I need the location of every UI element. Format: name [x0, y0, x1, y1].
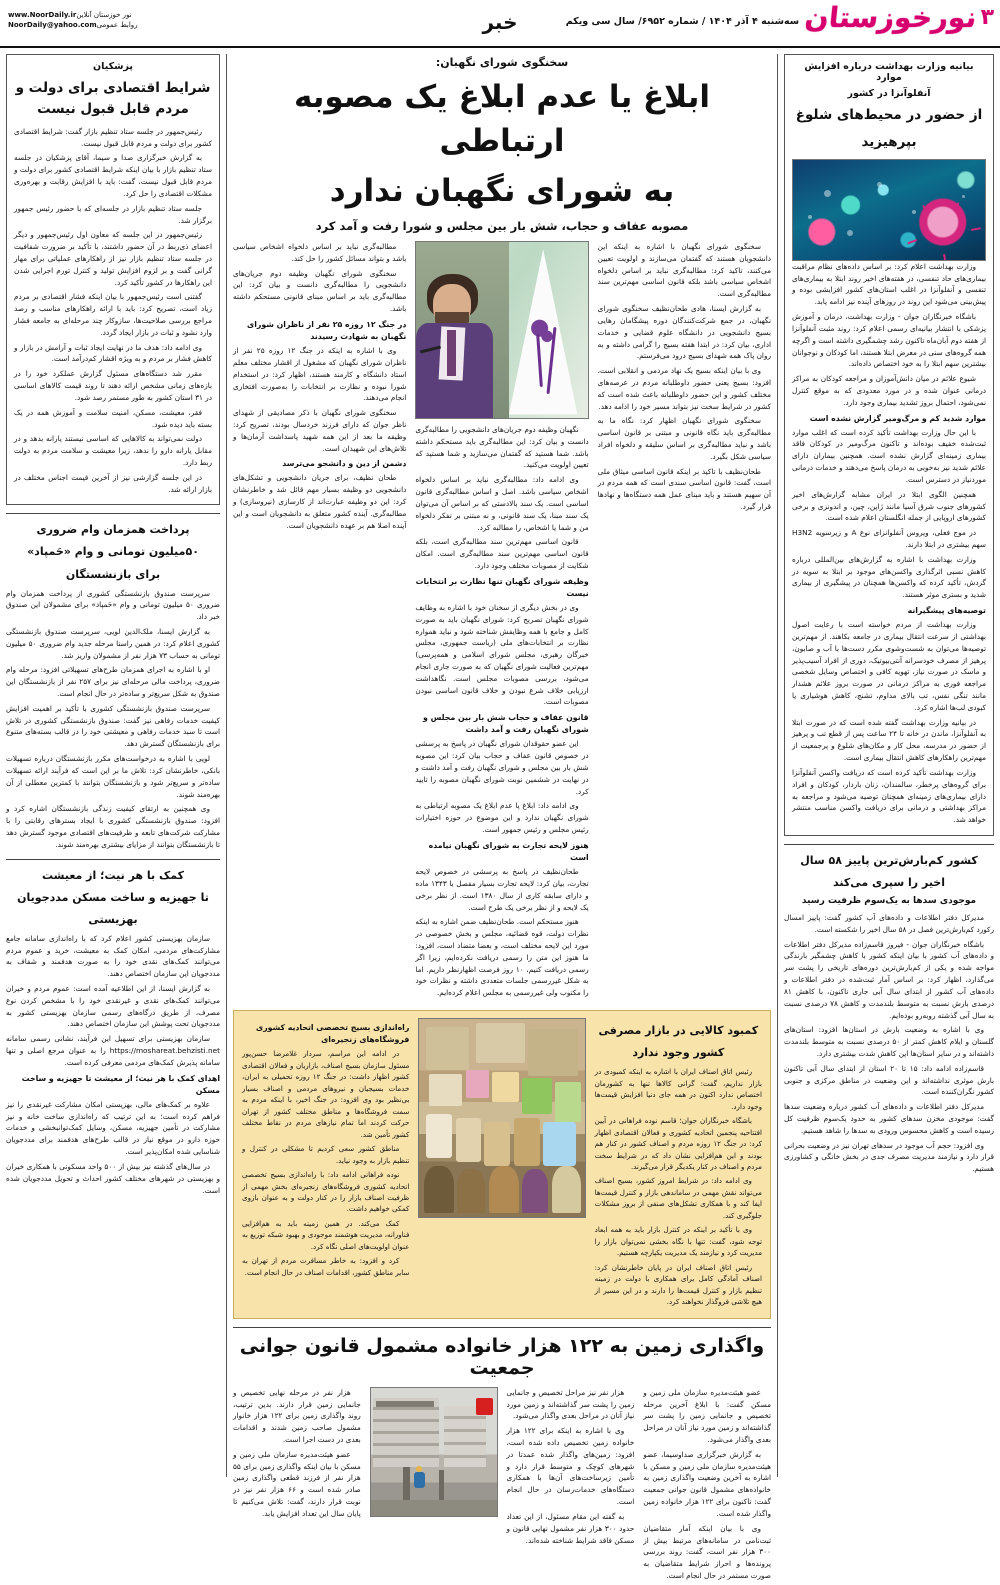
page-body [0, 48, 1000, 1580]
pezeshkian-body [14, 126, 212, 496]
water-body [784, 912, 994, 1175]
market-right-paragraph: رئیس اتاق اصناف ایران با اشاره به اینکه کمبودی در بازار نداریم، گفت: گرانی کالاها تنها به کشورمان اختصاص ندارد اکنون در همه جای دنیا افزایش قیمت‌ها وجود دارد. [594, 1067, 762, 1111]
spokesman-photo [415, 241, 588, 419]
water-headline-line2: اخیر را سپری می‌کند [832, 875, 946, 889]
water-article [784, 852, 994, 1175]
market-left-paragraph: کرد و افزود: به خاطر مسافرت مردم از تهران به سایر مناطق کشور، اقدامات اصناف در حال انجام است. [242, 1256, 410, 1277]
pezeshkian-paragraph: فقر، معیشت، مسکن، امنیت سلامت و آموزش همه در یک بسته باید دیده شود. [14, 407, 212, 429]
welfare-headline-line3: بهزیستی [88, 912, 138, 926]
land-2-paragraph: به گفته این مقام مسئول، از این تعداد حدود ۳۰۰ هزار نفر مشمول نهایی قانون و مسکن فاقد شرایط شناخته شده‌اند. [506, 1511, 635, 1545]
flu-paragraph: شیوع علائم در میان دانش‌آموزان و مراجعه کودکان به مراکز درمانی عنوان شده و در مورد معدودی که به موقع کنترل نمی‌شود، احتمال بروز تشدید بیماری وجود دارد. [792, 374, 986, 407]
construction-photo [370, 1387, 498, 1517]
main-right-paragraph: وی با بیان اینکه بسیج یک نهاد مردمی و انقلابی است، افزود: بسیج یعنی حضور داوطلبانه مردم در عرصه‌های مختلف کشور و این حضور داوطلبانه باعث شده است که کشور در شرایط سخت نیز بتواند مسیر خود را ادامه دهد. [597, 366, 771, 411]
main-left-subhead: در جنگ ۱۲ روزه ۲۵ نفر از ناظران شورای نگهبان به شهادت رسیدند [247, 319, 407, 341]
land-col-3 [233, 1387, 361, 1585]
issue-date-line: سه‌شنبه ۴ آذر ۱۴۰۴ / شماره ۶۹۵۲/ سال سی ویکم [565, 16, 800, 27]
market-left-paragraph: نوده فراهانی ادامه داد: با راه‌اندازی بسیج تخصصی اتحادیه کشوری فروشگاه‌های زنجیره‌ای بخش مهمی از ظرفیت اصناف بازار را در کنار دولت و به عنوان بازوی کمکی خواهیم داشت. [242, 1170, 410, 1214]
main-mid-paragraph: نگهبان وظیفه دوم جریان‌های دانشجویی را مطالبه‌گری دانست و بیان کرد: این مطالبه‌گری باید مستحکم داشته باشد. شما هستید که گفتمان می‌سازید و شما هستید که تعیین اولویت می‌کنید. [415, 425, 589, 470]
main-right-paragraph: طحان‌نظیف با تاکید بر اینکه قانون اساسی میثاق ملی است، گفت: قانون اساسی سندی است که همه مردم در آن سهیم هستند و باید مبنای عمل همه دستگاه‌ها و نهادها قرار گیرد. [597, 466, 771, 512]
column-rule-right [777, 54, 778, 1477]
masthead [0, 0, 1000, 48]
main-mid-paragraph: طحان‌نظیف در پاسخ به پرسشی در خصوص لایحه تجارت، بیان کرد: لایحه تجارت بسیار مفصل با ۱۳۴۳ ماده و دارای سابقه کاری از سال ۱۳۸۰ است. از نظر برخی یک لایحه و از نظر برخی یک طرح است. [415, 867, 589, 912]
bottom-divider [233, 1327, 771, 1328]
flu-body [792, 261, 986, 826]
land-col-2 [507, 1387, 635, 1585]
flu-paragraph: در بیانیه وزارت بهداشت گفته شده است که در صورت ابتلا به آنفلوآنزا، ماندن در خانه تا ۲۴ ساعت پس از قطع تب و پرهیز از حضور در مدرسه، محل کار و مکان‌های شلوغ و پرجمعیت از مهم‌ترین راهکارهای کاهش انتقال بیماری است. [792, 717, 986, 763]
pezeshkian-paragraph: جلسه ستاد تنظیم بازار در جلسه‌ای که با حضور رئیس جمهور برگزار شد. [14, 203, 212, 225]
market-right-paragraph: وی ادامه داد: در شرایط امروز کشور، بسیج اصناف می‌تواند نقش مهمی در ساماندهی بازار و کنترل قیمت‌ها ایفا کند و با همکاری تشکل‌های صنفی از بروز مشکلات جلوگیری کند. [594, 1176, 762, 1220]
land-headline: واگذاری زمین به ۱۲۲ هزار خانواده مشمول قانون جوانی جمعیت [239, 1334, 765, 1379]
welfare-body [6, 933, 220, 1197]
website-label: نور خوزستان آنلاین [76, 11, 132, 19]
pezeshkian-paragraph: در این جلسه گزارشی نیز از آخرین قیمت اجناس مختلف در بازار ارائه شد. [14, 472, 212, 494]
main-left-paragraph: وی با اشاره به اینکه در جنگ ۱۲ روزه ۲۵ نفر از ناظران شورای نگهبان که مشغول از اقشار مختلف معلم استاد دانشگاه و کارمند هستند، اظهار کرد: در استخدام شورا نبوده و نظارت بر انتخابات را به‌صورت افتخاری انجام می‌دهند. [233, 346, 407, 403]
land-1-paragraph: وی با بیان اینکه آمار متقاضیان ثبت‌نامی در سامانه‌های مرتبط بیش از ۳۰۰ هزار نفر است، گفت: روند بررسی پرونده‌ها و احراز شرایط متقاضیان به صورت مستمر در حال انجام است. [643, 1523, 771, 1580]
welfare-paragraph: سازمان بهزیستی کشور اعلام کرد که با راه‌اندازی سامانه جامع مشارکت‌های مردمی، امکان کمک به معیشت، خرید و عموم مردم می‌توانند کمک‌های نقدی خود را به صورت هدفمند و شفاف به مددجویان این سازمان اختصاص دهند. [6, 933, 220, 979]
pension-paragraph: سرپرست صندوق بازنشستگی کشوری با تأکید بر اهمیت افزایش کیفیت خدمات رفاهی نیز گفت: صندوق بازنشستگی کشوری در تلاش است تا سبد خدمات رفاهی و معیشتی خود را در قالب بسته‌های متنوع برای بازنشستگان گسترش دهد. [6, 703, 220, 749]
pension-paragraph: وی همچنین به ارتقای کیفیت زندگی بازنشستگان اشاره کرد و افزود: صندوق بازنشستگی کشوری با ایجاد بسترهای رقابتی را با مشارکت شرکت‌های تابعه و ظرفیت‌های اقتصادی موجود گسترش دهد تا بازنشستگان بتوانند از مزایای بیشتری بهره‌مند شوند. [6, 804, 220, 849]
left-divider-2 [6, 859, 220, 860]
pezeshkian-paragraph: مقرر شد دستگاه‌های مسئول گزارش عملکرد خود را در بازه‌های زمانی مشخص ارائه دهند تا روند قیمت کالاهای اساسی در ۳۱ استان کشور به طور مستمر رصد شود. [14, 369, 212, 402]
land-body-2 [507, 1387, 635, 1547]
market-left-paragraph: در ادامه این مراسم، سردار غلامرضا حسن‌پور مسئول سازمان بسیج اصناف، بازاریان و فعالان اقتصادی کشور اظهار داشت: در جنگ ۱۲ روزه تحمیلی به ایران، خدمات بسیجیان و نیروهای مردمی و اصناف بسیار بی‌نظیر بود وی افزود: در جنگ اخیر، با اینکه مردم به سمت فروشگاه‌ها و مناطق مختلف کشور از تهران حرکت کردند اما تمام نیازهای مردم در نقاط مختلف کشور تأمین شد. [242, 1049, 410, 1139]
land-1-paragraph: به گزارش خبرگزاری صداوسیما، عضو هیئت‌مدیره سازمان ملی زمین و مسکن با اشاره به آخرین وضعیت واگذاری زمین به خانواده‌های مشمول قانون جوانی جمعیت گفت: تاکنون برای ۱۲۲ هزار خانواده زمین واگذار شده است. [643, 1449, 771, 1518]
email-label: روابط عمومی [96, 21, 138, 30]
land-story [233, 1327, 771, 1585]
main-mid-subhead: قانون عفاف و حجاب شش بار بین مجلس و شورای نگهبان رفت و آمد داشت [423, 713, 589, 735]
water-paragraph: مدیرکل دفتر اطلاعات و داده‌های آب کشور درباره وضعیت سدها گفت: موجودی مخزن سدهای کشور به حدود یک‌سوم ظرفیت کل رسیده است و کاهش محسوس ورودی به سدها را شاهد هستیم. [784, 1102, 994, 1135]
pension-paragraph: سرپرست صندوق بازنشستگی کشوری از پرداخت همزمان وام ضروری ۵۰ میلیون تومانی و وام «حَمپاد» برای مشمولان این صندوق خبر داد. [6, 588, 220, 622]
flu-paragraph: وزارت بهداشت از مردم خواسته است با رعایت اصول بهداشتی از سرعت انتقال بیماری در جامعه بکاهند. از مهم‌ترین توصیه‌ها می‌توان به شست‌وشوی مکرر دست‌ها با آب و صابون، پرهیز از مصرف خودسرانه آنتی‌بیوتیک، دوری از افراد آسیب‌پذیر و ماسک در صورت نیاز، تهویه کافی و اختصاص وسایل شخصی مراجعه فوری به مراکز درمانی در صورت بروز علائم هشدار مانند تنگی نفس، تب بالای مداوم، تشنج، کاهش هوشیاری یا کبودی لب‌ها اشاره کرد. [792, 620, 986, 712]
virus-photo [792, 159, 986, 261]
pezeshkian-paragraph: گفتنی است رئیس‌جمهور با بیان اینکه فشار اقتصادی بر مردم زیاد است، تصریح کرد: باید با ارائه راهکارهای مناسب و رصد مراجع بررسی صلاحیت‌ها، سازوکار چند مرحله‌ای به جامعه فشار وارد نشود و ثبات در بازار ایجاد گردد. [14, 292, 212, 337]
water-headline-line1: کشور کم‌بارش‌ترین پاییز ۵۸ سال [800, 853, 978, 867]
pension-body [6, 588, 220, 851]
grocery-photo [418, 1018, 585, 1218]
pension-article [6, 521, 220, 850]
flu-paragraph: همچنین الگوی ابتلا در ایران مشابه گزارش‌های اخیر کشورهای جنوب شرق آسیا مانند ژاپن، چین، و اندونزی و برخی کشورهای اروپایی از جمله انگلستان اعلام شده است. [792, 489, 986, 523]
land-columns [233, 1387, 771, 1585]
right-column-divider [784, 844, 994, 845]
water-subhead: موجودی سدها به یک‌سوم ظرفیت رسید [801, 896, 977, 907]
flu-paragraph: وزارت بهداشت اعلام کرد: بر اساس داده‌های نظام مراقبت بیماری‌های حاد تنفسی، در هفته‌های اخیر روند ابتلا به بیماری‌های تنفسی و آنفلوآنزا در اغلب استان‌های کشور افزایشی بوده و پیش‌بینی می‌شود این روند در روزهای آینده نیز ادامه یابد. [792, 261, 986, 307]
main-kicker: سخنگوی شورای نگهبان: [435, 56, 569, 69]
water-paragraph: قاسم‌زاده ادامه داد: ۱۵ تا ۲۰ استان از ابتدای سال آبی تاکنون بارش موثری نداشته‌اند و این وضعیت در مناطق مرکزی و جنوبی کشور نگران‌کننده است. [784, 1063, 994, 1097]
page-number: ۳ [980, 5, 994, 30]
main-story-columns [233, 241, 771, 1002]
main-left-paragraph: طحان نظیف، برای جریان دانشجویی و تشکل‌های دانشجویی دو وظیفه بسیار مهم قائل شد و خاطرنشان کرد: این دو وظیفه عبارت‌اند از کارسازی (نیروسازی) و مطالبه‌گری. آینده کشور متعلق به دانشجویان است و این آینده اصلا هم بر عهده دانشجویان است. [233, 473, 407, 530]
flu-headline-line1: از حضور در محیط‌های شلوغ [795, 107, 983, 123]
main-left-paragraph: مطالبه‌گری نباید بر اساس دلخواه اشخاص سیاسی باشد و بتواند مسائل کشور را حل کند. [233, 242, 407, 263]
market-right-paragraph: رئیس اتاق اصناف ایران در پایان خاطرنشان کرد: اصناف آمادگی کامل برای همکاری با دولت در زمینه تنظیم بازار و کنترل قیمت‌ها را دارند و در این مسیر از هیچ تلاشی فروگذار نخواهند کرد. [594, 1262, 762, 1307]
water-paragraph: باشگاه خبرنگاران جوان - فیروز قاسم‌زاده مدیرکل دفتر اطلاعات و داده‌های آب کشور با بیان اینکه کشور با کاهش چشمگیر بارندگی مواجه شده و یکی از کم‌بارش‌ترین دوره‌های تاریخی را پشت سر می‌گذارد، اظهار کرد: بر اساس آمار ثبت‌شده در دفتر اطلاعات و داده‌های آب کشور از ابتدای سال آبی جاری تاکنون، با کاهش ۸۱ درصدی بارش نسبت به متوسط بلندمدت و کاهش ۷۸ درصدی نسبت به سال آبی گذشته روبه‌رو بوده‌ایم. [784, 939, 995, 1020]
pezeshkian-paragraph: وی ادامه داد: هدف ما در نهایت ایجاد ثبات و آرامش در بازار و کاهش فشار بر مردم و به ویژه اقشار کم‌درآمد است. [14, 342, 212, 364]
pezeshkian-paragraph: رئیس‌جمهور در جلسه ستاد تنظیم بازار گفت: شرایط اقتصادی کشور برای دولت و مردم قابل قبول نیست. [14, 126, 212, 148]
pension-headline-line2: ۵۰میلیون تومانی و وام «حَمپاد» [27, 545, 199, 559]
pezeshkian-paragraph: دولت نمی‌تواند به کالاهایی که اساسی نیستند یارانه بدهد و در مقابل یارانه دارو را ندهد، زیرا معیشت و سلامت مردم به دولت ربط دارد. [14, 434, 212, 467]
welfare-paragraph: علاوه بر کمک‌های مالی، بهزیستی امکان مشارکت غیرنقدی را نیز فراهم کرده است؛ به این ترتیب که راه‌اندازی ساخت خانه و نیز مشارکت در تأمین جهیزیه، مسکن، وسایل کمک‌توانبخشی و خدمات حوزه دارو در موقع نیاز در قالب طرح‌های هدفمند برای مددجویان شناسایی شده امکان‌پذیر است. [6, 1099, 220, 1157]
main-left-paragraph: سخنگوی شورای نگهبان وظیفه دوم جریان‌های دانشجویی را مطالبه‌گری دانست و بیان کرد: این مطالبه‌گری باید بر اساس مبنای قانونی مستحکم داشته باشد. [233, 268, 407, 314]
main-mid-paragraph: این عضو حقوقدان شورای نگهبان در پاسخ به پرسشی در خصوص قانون عفاف و حجاب بیان کرد: این مصوبه شش بار بین مجلس و شورای نگهبان رفت و آمد داشت و در نهایت در ششمین نوبت شورای نگهبان مصوبه را تایید کرد. [415, 739, 589, 796]
main-right-paragraph: سخنگوی شورای نگهبان با اشاره به اینکه این دانشجویان هستند که گفتمان می‌سازند و اولویت تعیین می‌کنند، تاکید کرد: مطالبه‌گری نباید بر اساس دلخواه اشخاص سیاسی باشد بلکه قانون اساسی مهم‌ترین سند مطالبه‌گری است. [597, 242, 771, 299]
welfare-article [6, 867, 220, 1197]
main-col-left [233, 241, 406, 1002]
main-mid-subhead: وظیفه شورای نگهبان تنها نظارت بر انتخابات نیست [415, 576, 589, 598]
main-mid-paragraph: قانون اساسی مهم‌ترین سند مطالبه‌گری است، بلکه قانون اساسی مهم‌ترین سند مطالبه‌گری است. امکان شکایت از مصوبات مختلف وجود دارد. [415, 537, 589, 570]
pension-paragraph: او با اشاره به اجرای همزمان طرح‌های تسهیلاتی افزود: مرحله وام ضروری، پرداخت مالی مرحله‌ای نیز برای ۲۵۷ نفر از بازنشستگان این صندوق به شکل سریع‌تر و ساده‌تر در حال انجام است. [6, 665, 220, 699]
pezeshkian-kicker: پزشکیان [93, 61, 133, 72]
main-mid-paragraph: وی در بخش دیگری از سخنان خود با اشاره به وظایف شورای نگهبان تصریح کرد: شورای نگهبان باید به صورت کامل و جامع با همه وظایفش شناخته شود و نباید همواره نظارت بر انتخابات‌های ملی (ریاست جمهوری، مجلس خبرگان رهبری، مجلس شورای اسلامی و همه‌پرسی) مهم‌ترین فعالیت شورای نگهبان که به صورت جاری انجام می‌شود، بررسی مصوبات مجلس است. نگاهداشت ارزیابی خلاف شرع نبودن و خلاف قانون اساسی نبودن مصوبات است. [415, 602, 589, 707]
email-address[interactable]: NoorDaily@yahoo.com [8, 21, 97, 30]
main-mid-subhead: هنوز لایحه تجارت به شورای نگهبان نیامده است [428, 840, 589, 862]
flu-paragraph: باشگاه خبرنگاران جوان - وزارت بهداشت، درمان و آموزش پزشکی با انتشار بیانیه‌ای رسمی اعلام کرد: روند مثبت آنفلوآنزا از هفته دوم آبان‌ماه تاکنون رشد چشمگیری داشته است و اگرچه همه گروه‌های سنی در معرض ابتلا هستند، اما کودکان و نوجوانان بیشترین سهم ابتلا را به خود اختصاص داده‌اند. [792, 312, 986, 369]
land-col-photo [370, 1387, 498, 1585]
land-1-paragraph: عضو هیئت‌مدیره سازمان ملی زمین و مسکن گفت: با ابلاغ آخرین مرحله تخصیص و جانمایی زمین را پشت سر گذاشته‌اند و زمین مورد نیاز آنان در مراحل بعدی واگذار می‌شود. [643, 1387, 771, 1445]
main-mid-body [415, 424, 588, 999]
pezeshkian-paragraph: به گزارش خبرگزاری صدا و سیما، آقای پزشکیان در جلسه ستاد تنظیم بازار با بیان اینکه شرایط اقتصادی کشور برای دولت و مردم قابل قبول نیست، گفت: باید با افزایش رقابت و بهره‌وری مشکلات اقتصادی را حل کرد. [14, 153, 212, 198]
middle-column [227, 48, 777, 1580]
water-paragraph: وی با اشاره به وضعیت بارش در استان‌ها افزود: استان‌های گلستان و ایلام کاهش کمتر از ۵۰ درصدی نسبت به متوسط بلندمدت داشته‌اند و در سایر استان‌ها این کاهش شدت بیشتری دارد. [784, 1025, 995, 1058]
section-title: خبر [482, 10, 518, 34]
market-headline-line1: کمبود کالایی در بازار مصرفی [598, 1024, 759, 1038]
land-2-paragraph: وی با اشاره به اینکه برای ۱۲۲ هزار خانواده زمین تخصیص داده شده است، افزود: زمین‌های واگذار شده عمدتا در شهرهای کوچک و متوسط قرار دارد و تأمین زیرساخت‌های آن‌ها با همکاری دستگاه‌های خدمات‌رسان در حال انجام است. [506, 1426, 635, 1507]
main-col-right [598, 241, 771, 1002]
flu-paragraph: در موج فعلی، ویروس آنفلوانزای نوع A و زیرسویه H3N2 سهم بیشتری در ابتلا دارند. [792, 528, 986, 549]
flu-paragraph: وزارت بهداشت با اشاره به گزارش‌های بین‌المللی درباره کاهش نسبی اثرگذاری واکسن‌های موجود بر ابتلا به سویه در گردش، تأکید کرده که واکسن‌ها همچنان در پیشگیری از بیماری شدید و بستری موثر هستند. [792, 554, 986, 600]
land-body-1 [643, 1387, 771, 1582]
land-col-1 [643, 1387, 771, 1585]
land-2-paragraph: هزار نفر نیز مراحل تخصیص و جانمایی زمین را پشت سر گذاشته‌اند و زمین مورد نیاز آنان در مراحل بعدی واگذار می‌شود. [506, 1387, 635, 1421]
water-paragraph: مدیرکل دفتر اطلاعات و داده‌های آب کشور گفت: پاییز امسال رکورد کم‌بارش‌ترین فصل در ۵۸ سال اخیر را شکسته است. [784, 913, 994, 934]
welfare-headline-line1: کمک با هر نیت؛ از معیشت [41, 868, 185, 882]
market-left-subhead: راه‌اندازی بسیج تخصصی اتحادیه کشوری فروشگاه‌های زنجیره‌ای [256, 1023, 410, 1045]
market-feature-box [233, 1010, 771, 1319]
flu-kicker-line2: آنفلوآنزا در کشور [847, 88, 931, 99]
main-headline-line1: ابلاغ یا عدم ابلاغ یک مصوبه ارتباطی [293, 79, 710, 160]
welfare-paragraph: به گزارش ایسنا، از این اطلاعیه آمده است: عموم مردم و خیران می‌توانند کمک‌های نقدی و غیرنقدی خود را با مشخص کردن نوع مصرف، از طریق درگاه‌های رسمی سازمان بهزیستی کشور به مددجویان تحت پوشش این سازمان اختصاص دهند. [6, 984, 220, 1029]
welfare-paragraph: در سال‌های گذشته نیز بیش از ۵۰۰ واحد مسکونی با همکاری خیران و بهزیستی در شهرهای مختلف کشور احداث و تحویل مددجویان شده است. [6, 1161, 220, 1195]
masthead-contact [8, 10, 138, 30]
pension-headline-line1: پرداخت همزمان وام ضروری [36, 523, 190, 537]
main-right-paragraph: سخنگوی شورای نگهبان اظهار کرد: نگاه ما به مطالبه‌گری باید نگاه قانونی و مبتنی بر قانون اساسی باشد و نباید مطالبه‌گری بر اساس سلیقه و دلخواه افراد سیاسی شکل بگیرد. [597, 416, 771, 461]
water-paragraph: وی افزود: حجم آب موجود در سدهای تهران نیز در وضعیت بحرانی قرار دارد و نیازمند مدیریت مصرف جدی در بخش خانگی و کشاورزی هستیم. [784, 1140, 994, 1174]
market-columns [242, 1018, 762, 1311]
market-left-paragraph: کمک می‌کند. در همین زمینه باید به هم‌افزایی فناورانه، مدیریت هوشمند موجودی و بهبود شبکه توزیع به عنوان اولویت‌های اصلی نگاه کرد. [242, 1218, 410, 1251]
market-left-paragraph: مناطق کشور سعی کردیم تا مشکلی در کنترل و تنظیم بازار به وجود نیاید. [242, 1144, 410, 1165]
land-3-paragraph: هزار نفر در مرحله نهایی تخصیص و جانمایی زمین قرار دارند. بدین ترتیب، روند واگذاری زمین برای ۱۲۲ هزار خانوار مشمول صاحب زمین شدند و اقدامات بعدی در دست اجرا است. [233, 1387, 361, 1445]
main-mid-paragraph: وی ادامه داد: مطالبه‌گری نباید بر اساس دلخواه اشخاص سیاسی باشد. اصل و اساس مطالبه‌گری قانون اساسی است. یک سند بالادستی که بر اساس آن می‌توان یک سند مبنا، یک سند قانونی، و نه مبتنی بر تفکر دلخواه من و شما یا اشخاص، را مطالبه کرد. [415, 475, 589, 532]
virus-spikes [793, 160, 985, 260]
market-col-photo [418, 1018, 585, 1311]
pension-paragraph: لویی با اشاره به درخواست‌های مکرر بازنشستگان درباره تسهیلات بانکی، خاطرنشان کرد: تلاش ما بر این است که فرآیند ارائه تسهیلات ساده‌تر و سریع‌تر شود و بازنشستگان بتوانند با کمترین معطلی از آن بهره‌مند شوند. [6, 754, 220, 799]
market-body-right [595, 1066, 762, 1308]
logo-text: نورخوزستان [803, 1, 979, 34]
left-divider-1 [6, 513, 220, 514]
pension-headline-line3: برای بازنشستگان [65, 567, 161, 581]
market-col-right [595, 1018, 762, 1311]
pezeshkian-paragraph: رئیس‌جمهور در این جلسه که معاون اول رئیس‌جمهور و دیگر اعضای ذی‌ربط در آن حضور داشتند، با تأکید بر ضرورت شفافیت در جلسه ستاد تنظیم بازار نیز از راهکارهای عملیاتی برای مهار گرانی گفت و بر لزوم افزایش تولید و کنترل تورم اجرایی شدن این راهکارها در کشور تأکید کرد. [14, 230, 212, 287]
flu-paragraph: با این حال وزارت بهداشت تأکید کرده است که اغلب موارد ثبت‌شده خفیف بوده‌اند و تاکنون مرگ‌ومیر در کودکان فاقد بیماری زمینه‌ای گزارش نشده است. همچنین بیماران دارای علائم شدید نیز به‌خوبی به درمان پاسخ می‌دهند و خدمات درمانی موردنیاز در دسترس است. [792, 427, 986, 484]
right-column [778, 48, 1000, 1483]
welfare-paragraph: سازمان بهزیستی برای تسهیل این فرآیند، نشانی رسمی سامانه https://moshareat.behzisti.net را به عنوان مرجع اصلی و تنها سامانه پذیرش کمک‌های مردمی معرفی کرده است. [6, 1034, 220, 1067]
main-right-body [598, 241, 771, 513]
market-col-left [242, 1018, 409, 1311]
flu-kicker-line1: بیانیه وزارت بهداشت درباره افزایش موارد [804, 61, 974, 83]
main-subhead: مصوبه عفاف و حجاب، شش بار بین مجلس و شورا رفت و آمد کرد [315, 219, 689, 234]
flu-subhead: موارد شدید کم و مرگ‌ومیر گزارش نشده است [809, 413, 986, 423]
website-url[interactable]: www.NoorDaily.ir [8, 11, 77, 19]
masthead-right [565, 1, 994, 34]
market-headline-line2: کشور وجود ندارد [632, 1046, 725, 1060]
main-left-body [233, 241, 406, 531]
main-left-paragraph: سخنگوی شورای نگهبان با ذکر مصادیقی از شهدای ناظر جوان که دارای فرزند خردسال بودند، تصریح کرد: وظیفه ما بعد از این همه شهید پاسداشت آرمان‌ها و تلاش‌های این شهیدان است. [233, 408, 407, 453]
market-body-left [242, 1022, 409, 1278]
land-3-paragraph: عضو هیئت‌مدیره سازمان ملی زمین و مسکن با بیان اینکه واگذاری زمین برای ۵۵ هزار نفر از فرزند قطعی واگذاری زمین صادر شده است و ۶۶ هزار نفر نیز در نوبت قرار دارند، گفت: تلاش می‌کنیم تا پایان سال این تعداد افزایش یابد. [233, 1449, 361, 1518]
pezeshkian-headline: شرایط اقتصادی برای دولت و مردم قابل قبول نیست [15, 80, 211, 117]
main-headline-line2: به شورای نگهبان ندارد [329, 173, 675, 210]
welfare-subhead: اهدای کمک با هر نیت؛ از معیشت تا جهیزیه و ساخت مسکن [21, 1073, 220, 1095]
market-right-paragraph: باشگاه خبرنگاران جوان؛ قاسم نوده فراهانی در آیین افتتاحیه پنجمین اتحادیه کشوری و فعالان اقتصادی اظهار کرد: در جنگ ۱۲ روزه مردم و اصناف کشور در کنار هم بودند و این هم‌افزایی نشان داد که در شرایط سخت مردم و اصناف در کنار یکدیگر قرار می‌گیرند. [594, 1116, 762, 1171]
newspaper-logo [803, 1, 994, 34]
market-right-paragraph: وی با تأکید بر اینکه در کنترل بازار باید به همه ابعاد توجه شود، گفت: تنها با نگاه بخشی نمی‌توان بازار را مدیریت کرد و نیازمند یک مدیریت یکپارچه هستیم. [594, 1225, 762, 1258]
main-left-subhead: دشمن از دین و دانشجو می‌ترسد [282, 459, 407, 469]
pezeshkian-article [6, 54, 220, 505]
flu-paragraph: وزارت بهداشت تأکید کرده است که دریافت واکسن آنفلوآنزا برای گروه‌های پرخطر، سالمندان، زنان باردار، کودکان و افراد دارای بیماری‌های زمینه‌ای همچنان توصیه می‌شود و مراجعه به مراکز بهداشتی و درمانی برای دریافت واکسن مناسب منتشر خواهد شد. [792, 767, 986, 825]
main-mid-paragraph: وی ادامه داد: ابلاغ یا عدم ابلاغ یک مصوبه ارتباطی به شورای نگهبان ندارد و این موضوع در حوزه اختیارات رئیس مجلس و رئیس جمهور است. [415, 801, 589, 835]
main-mid-paragraph: هنوز مستحکم است. طحان‌نظیف ضمن اشاره به اینکه نظرات دولت، قوه قضائیه، مجلس و بخش خصوصی در مورد این لایحه مختلف است، و بعضا متضاد است، افزود: ما هنوز این متن را رسمی دریافت نکرده‌ایم، زیرا اگر رسمی دریافت کنیم، ۱۰ روز فرصت اظهارنظر داریم. اما به شکل غیررسمی جلسات متعددی داشته و نظرات خود را مکتوب ولی غیررسمی به مجلس اعلام کرده‌ایم. [415, 917, 589, 998]
main-col-photo [415, 241, 588, 1002]
flu-article [784, 54, 994, 836]
main-right-paragraph: به گزارش ایسنا، هادی طحان‌نظیف سخنگوی شورای نگهبان، در جمع شرکت‌کنندگان دوره پیشگامان رهایی بسیج دانشجویی در دانشگاه علوم قضایی و خدمات اداری، بیان کرد: در ابتدا هفته بسیج را گرامی داشته و به روان پاک همه شهدای بسیج درود می‌فرستم. [597, 304, 771, 361]
left-column [0, 48, 226, 1483]
land-body-3 [233, 1387, 361, 1520]
welfare-headline-line2: تا جهیزیه و ساخت مسکن مددجویان [17, 890, 209, 904]
flu-headline-line2: بپرهیزید [861, 133, 917, 150]
flu-subhead: توصیه‌های پیشگیرانه [907, 606, 986, 616]
pension-paragraph: به گزارش ایسنا، ملک‌الدین لویی، سرپرست صندوق بازنشستگی کشوری اعلام کرد: در همین راستا مرحله جدید وام ضروری ۵۰ میلیون تومانی به حساب ۷۳ هزار نفر از مشمولان واریز شد. [6, 626, 220, 660]
